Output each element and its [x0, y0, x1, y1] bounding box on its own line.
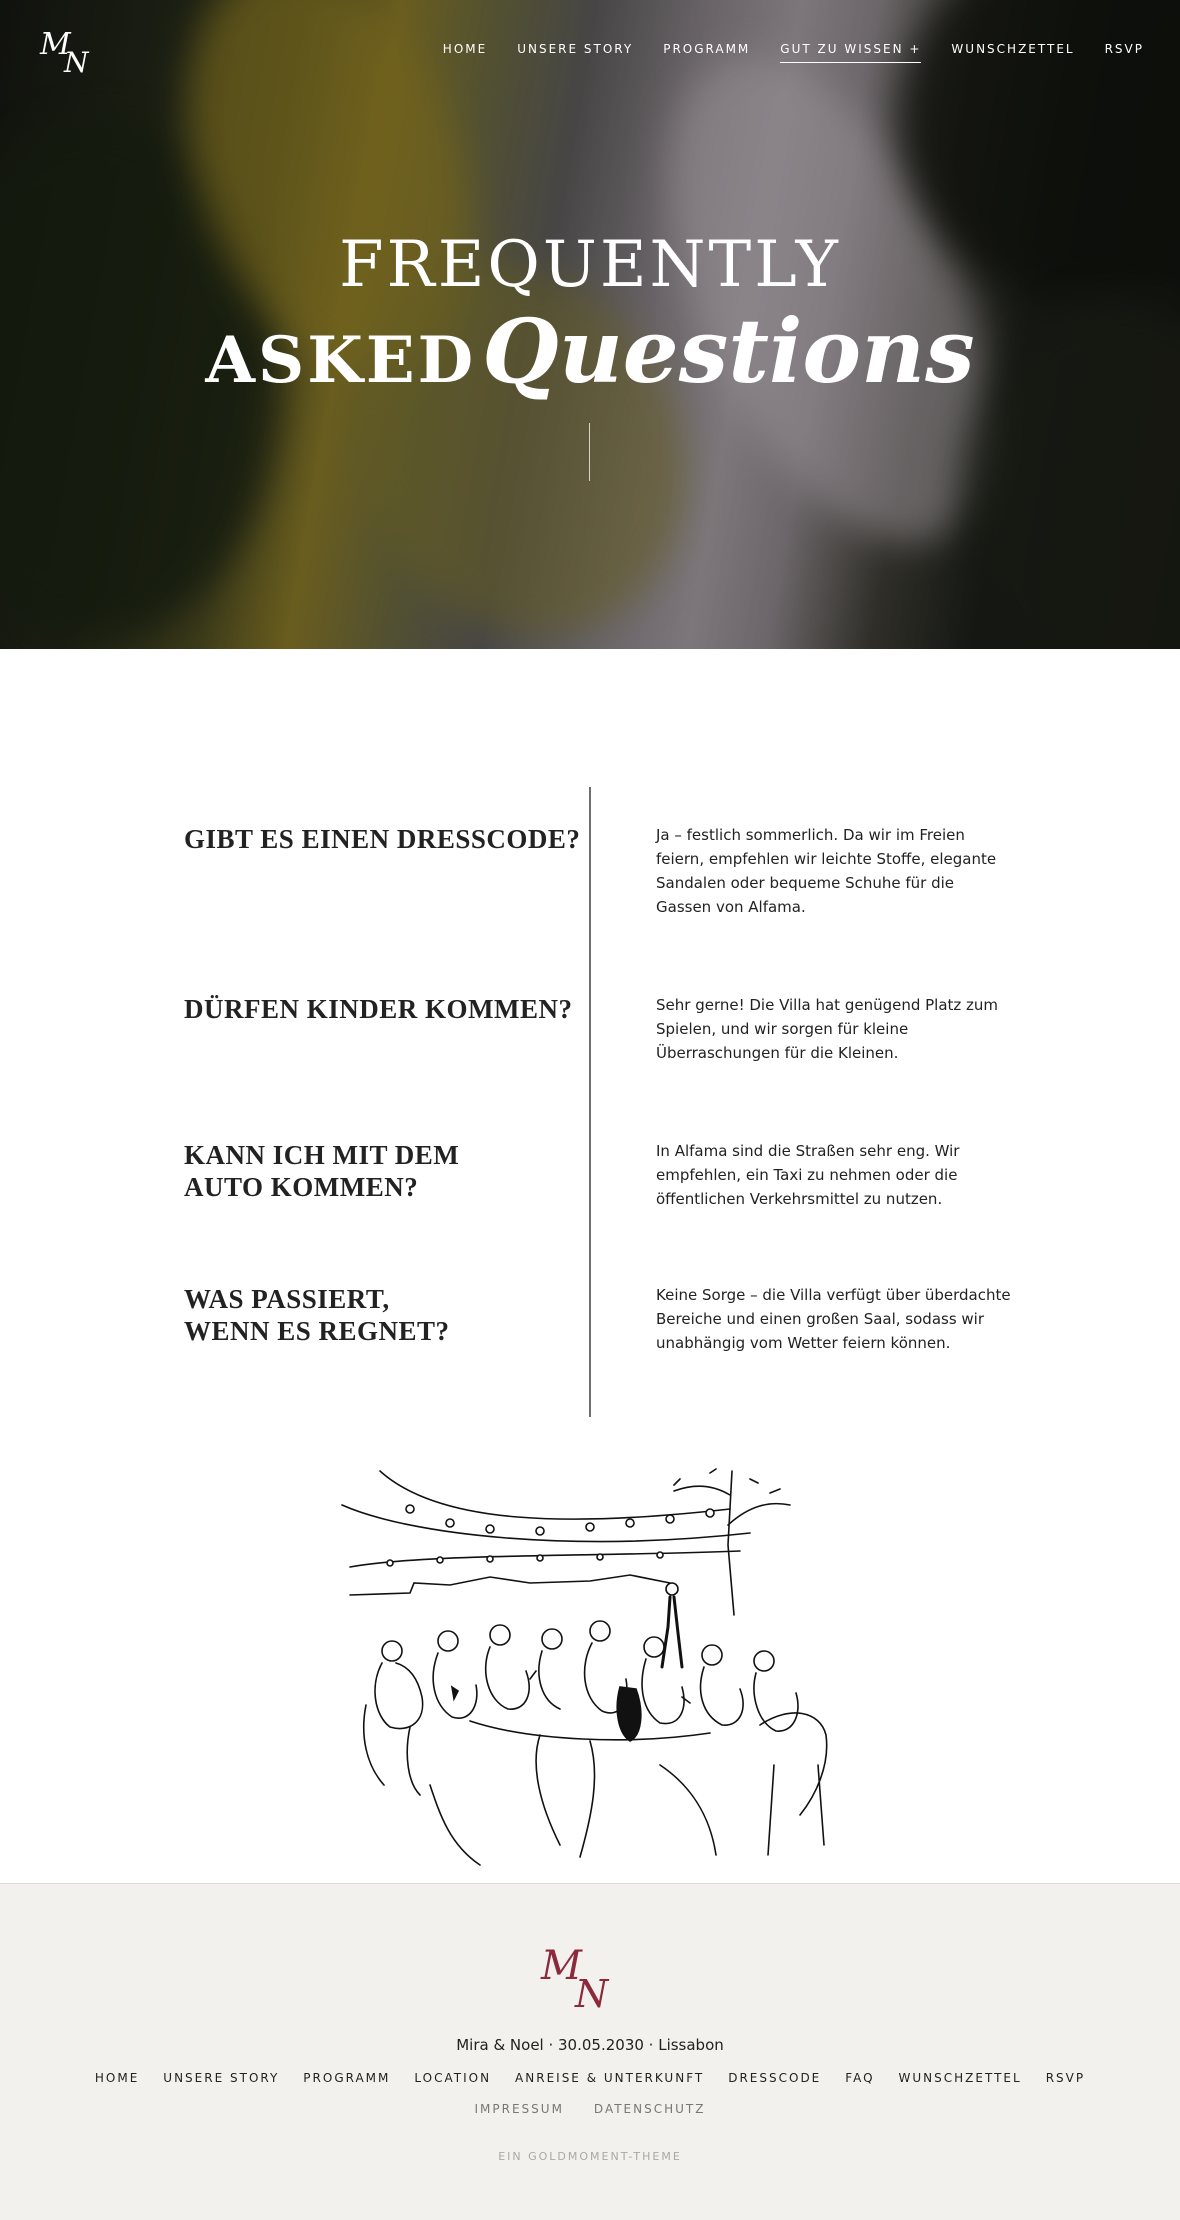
nav-gut-zu-wissen[interactable]: GUT ZU WISSEN + — [780, 42, 921, 63]
footer-datenschutz-link[interactable]: DATENSCHUTZ — [593, 2102, 706, 2116]
faq-question: GIBT ES EINEN DRESSCODE? — [184, 824, 581, 854]
footer-nav-dresscode[interactable]: DRESSCODE — [728, 2071, 822, 2085]
nav-wunschzettel[interactable]: WUNSCHZETTEL — [951, 42, 1075, 56]
table-edge — [470, 1721, 710, 1740]
footer-nav — [0, 2071, 1180, 2085]
footer-nav-programm[interactable]: PROGRAMM — [303, 2071, 391, 2085]
string-lights-1 — [380, 1471, 730, 1519]
faq-answer: Sehr gerne! Die Villa hat genügend Platz zum Spielen, und wir sorgen für kleine Überraschungen für die Kleinen. — [656, 996, 999, 1062]
nav-rsvp[interactable]: RSVP — [1104, 42, 1144, 56]
standing-guest-head — [666, 1583, 678, 1595]
dark-dress-guest — [617, 1687, 641, 1741]
faq-divider — [589, 787, 591, 1417]
title-asked: ASKED — [205, 323, 477, 398]
footer-nav-home[interactable]: HOME — [94, 2071, 140, 2085]
page-title — [0, 222, 1180, 404]
footer-logo-letter-m: M — [541, 1943, 582, 1989]
faq-section — [0, 649, 1180, 1469]
nav-programm[interactable]: PROGRAMM — [663, 42, 751, 56]
faq-answer: In Alfama sind die Straßen sehr eng. Wir empfehlen, ein Taxi zu nehmen oder die öffentlichen Verkehrsmittel zu nutzen. — [656, 1142, 960, 1208]
hero-section — [0, 0, 1180, 649]
monogram-logo[interactable] — [34, 22, 110, 78]
footer-nav-location[interactable]: LOCATION — [414, 2071, 492, 2085]
faq-question: DÜRFEN KINDER KOMMEN? — [184, 994, 573, 1024]
footer-nav-wunschzettel[interactable]: WUNSCHZETTEL — [898, 2071, 1022, 2085]
nav-home[interactable]: HOME — [442, 42, 488, 56]
faq-answer: Keine Sorge – die Villa verfügt über überdachte Bereiche und einen großen Saal, sodass wir unabhängig vom Wetter feiern können. — [656, 1286, 1011, 1352]
title-line-2 — [0, 299, 1180, 404]
footer-nav-faq[interactable]: FAQ — [845, 2071, 875, 2085]
light-bulbs — [387, 1505, 714, 1566]
footer — [0, 1883, 1180, 2220]
hero-scroll-line — [589, 423, 590, 481]
tree-leaves — [674, 1469, 780, 1493]
seated-guests — [375, 1621, 798, 1731]
sketch-details — [452, 1671, 690, 1703]
footer-nav-rsvp[interactable]: RSVP — [1045, 2071, 1086, 2085]
footer-event-info: Mira & Noel · 30.05.2030 · Lissabon — [456, 2036, 724, 2054]
chair-left — [364, 1705, 420, 1795]
footer-impressum-link[interactable]: IMPRESSUM — [474, 2102, 564, 2116]
table-legs — [536, 1735, 594, 1857]
footer-nav-anreise[interactable]: ANREISE & UNTERKUNFT — [515, 2071, 705, 2085]
standing-guest — [662, 1597, 682, 1667]
skyline — [350, 1575, 670, 1595]
footer-legal-nav — [0, 2102, 1180, 2116]
nav-unsere-story[interactable]: UNSERE STORY — [517, 42, 634, 56]
logo-letter-m: M — [40, 27, 71, 62]
footer-nav-unsere-story[interactable]: UNSERE STORY — [163, 2071, 280, 2085]
theme-credit: EIN GOLDMOMENT-THEME — [498, 2150, 682, 2163]
faq-question: KANN ICH MIT DEM AUTO KOMMEN? — [184, 1140, 460, 1202]
chair-right — [760, 1713, 827, 1855]
footer-logo-letter-n: N — [575, 1972, 609, 2014]
floor-strokes — [430, 1765, 716, 1865]
string-lights-3 — [350, 1551, 740, 1567]
title-line-1: FREQUENTLY — [339, 228, 841, 302]
faq-answer: Ja – festlich sommerlich. Da wir im Freien feiern, empfehlen wir leichte Stoffe, elegante Sandalen oder bequeme Schuhe für die Gassen von Alfama. — [656, 826, 997, 916]
logo-letter-n: N — [64, 46, 89, 78]
footer-monogram-logo[interactable] — [535, 1939, 645, 2014]
party-sketch-illustration — [330, 1465, 850, 1885]
faq-question: WAS PASSIERT, WENN ES REGNET? — [184, 1284, 450, 1346]
title-script-questions: Questions — [482, 299, 975, 403]
main-nav — [443, 42, 1144, 63]
string-lights-2 — [342, 1505, 750, 1541]
